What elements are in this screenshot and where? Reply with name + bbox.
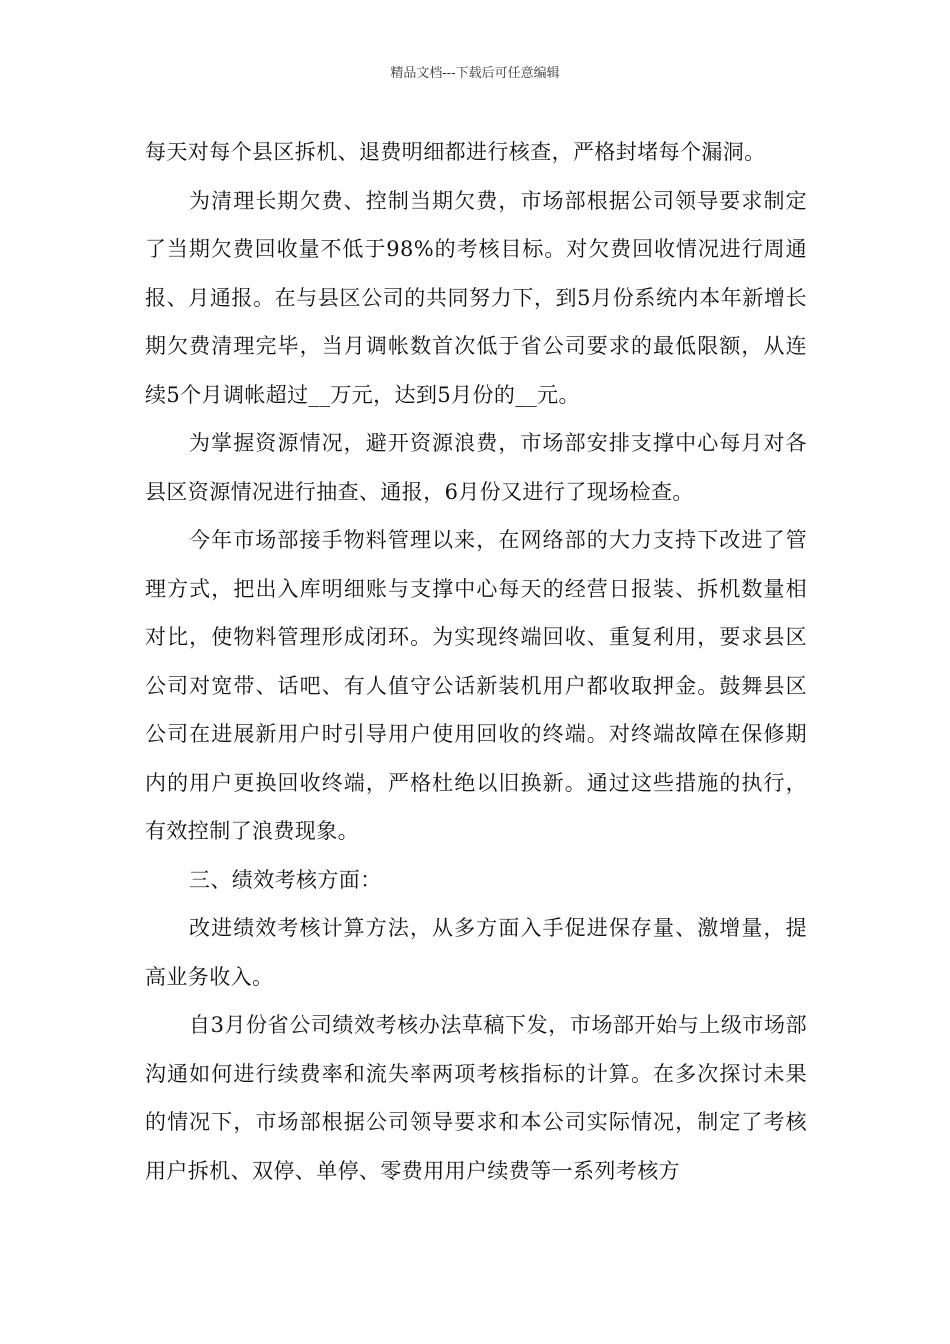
paragraph-materials: 今年市场部接手物料管理以来，在网络部的大力支持下改进了管理方式，把出入库明细账与支撑中心每天的经营日报装、拆机数量相对比，使物料管理形成闭环。为实现终端回收、重复利用，要求县区公司对宽带、话吧、有人值守公话新装机用户都收取押金。鼓舞县区公司在进展新用户时引导用户使用回收的终端。对终端故障在保修期内的用户更换回收终端，严格杜绝以旧换新。通过这些措施的执行，有效控制了浪费现象。 — [145, 528, 807, 843]
document-body — [145, 128, 807, 1195]
paragraph-arrears: 为清理长期欠费、控制当期欠费，市场部根据公司领导要求制定了当期欠费回收量不低于98%的考核目标。对欠费回收情况进行周通报、月通报。在与县区公司的共同努力下，到5月份系统内本年新增长期欠费清理完毕，当月调帐数首次低于省公司要求的最低限额，从连续5个月调帐超过__万元，达到5月份的__元。 — [145, 188, 807, 407]
section-heading-performance: 三、绩效考核方面： — [189, 867, 382, 892]
page-header: 精品文档---下载后可任意编辑 — [390, 66, 560, 81]
paragraph-continuation: 每天对每个县区拆机、退费明细都进行核查，严格封堵每个漏洞。 — [145, 140, 766, 164]
paragraph-performance-details: 自3月份省公司绩效考核办法草稿下发，市场部开始与上级市场部沟通如何进行续费率和流失率两项考核指标的计算。在多次探讨未果的情况下，市场部根据公司领导要求和本公司实际情况，制定了考核用户拆机、双停、单停、零费用用户续费等一系列考核方 — [145, 1013, 807, 1183]
paragraph-performance-method: 改进绩效考核计算方法，从多方面入手促进保存量、激增量，提高业务收入。 — [145, 916, 807, 989]
paragraph-resources: 为掌握资源情况，避开资源浪费，市场部安排支撑中心每月对各县区资源情况进行抽查、通报，6月份又进行了现场检查。 — [145, 431, 807, 504]
